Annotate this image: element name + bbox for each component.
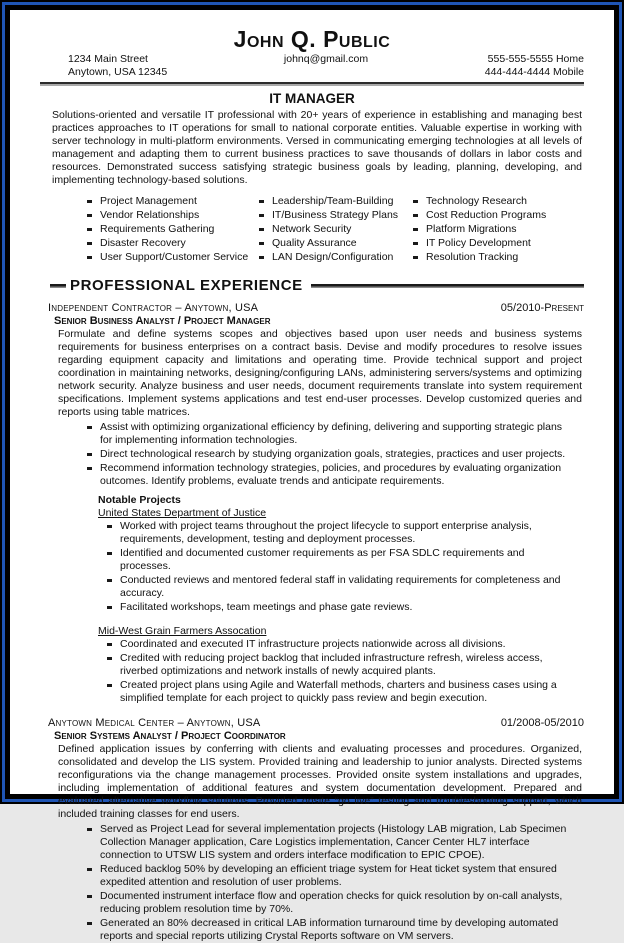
project-bullet-list — [106, 638, 570, 705]
job-bullet: Recommend information technology strategies, policies, and procedures by evaluating organization outcomes. Identify problems, evaluate trends and anticipate requirements. — [86, 462, 570, 488]
skill-item: Network Security — [258, 223, 412, 236]
address-line2: Anytown, USA 12345 — [68, 66, 168, 78]
job-company: Independent Contractor – Anytown, USA — [48, 302, 259, 314]
skills-column-2 — [258, 195, 412, 265]
skills-column-3 — [412, 195, 582, 265]
job-header-row — [48, 302, 584, 314]
experience-section-header — [50, 277, 584, 294]
contact-divider — [40, 82, 584, 86]
project-name: United States Department of Justice — [98, 507, 267, 519]
phone-mobile: 444-444-4444 Mobile — [484, 66, 584, 78]
skill-item: Platform Migrations — [412, 223, 582, 236]
contact-email: johnq@gmail.com — [283, 53, 369, 65]
skills-grid — [86, 195, 584, 265]
skill-item: Cost Reduction Programs — [412, 209, 582, 222]
job-bullet: Documented instrument interface flow and operation checks for quick resolution by on-call analysts, reducing problem resolution time by 70%. — [86, 890, 570, 916]
skill-item: IT Policy Development — [412, 237, 582, 250]
skills-column-1 — [86, 195, 258, 265]
summary-paragraph: Solutions-oriented and versatile IT professional with 20+ years of experience in establishing and managing best practices approaches to IT operations for small to national corporate entities. Valuable expertise in working with server technology in multi-platform environments. Versed in communicating emerging technologies at all levels of management and adapting them to current business practices to save thousands of dollars in labor costs and resources. Demonstrated success satisfying strategic business goals by leading, planning, developing, and implementing technology-based solutions. — [52, 109, 582, 186]
job-title: Senior Business Analyst / Project Manager — [54, 315, 271, 327]
job-company: Anytown Medical Center – Anytown, USA — [48, 717, 261, 729]
project-name: Mid-West Grain Farmers Assocation — [98, 625, 267, 637]
skill-item: Disaster Recovery — [86, 237, 258, 250]
project-bullet: Conducted reviews and mentored federal staff in validating requirements for completeness and accuracy. — [106, 574, 570, 600]
job-entry — [40, 302, 584, 705]
job-entry — [40, 717, 584, 943]
contact-phones — [414, 53, 584, 79]
skill-item: Quality Assurance — [258, 237, 412, 250]
project-bullet: Facilitated workshops, team meetings and phase gate reviews. — [106, 601, 570, 614]
role-title: IT MANAGER — [269, 91, 355, 106]
contact-address — [68, 53, 238, 79]
skill-item: Vendor Relationships — [86, 209, 258, 222]
skill-item: User Support/Customer Service — [86, 251, 258, 264]
contact-row — [40, 53, 584, 79]
project-bullet: Identified and documented customer requirements as per FSA SDLC requirements and processes. — [106, 547, 570, 573]
project-bullet: Coordinated and executed IT infrastructure projects nationwide across all divisions. — [106, 638, 570, 651]
resume-content — [10, 10, 614, 943]
project-bullet: Created project plans using Agile and Waterfall methods, charters and business cases using a simplified template for each project to quickly pass review and begin execution. — [106, 679, 570, 705]
skill-item: Technology Research — [412, 195, 582, 208]
job-description: Defined application issues by conferring with clients and evaluating processes and procedures. Organized, consolidated and develop the LIS system. Provided training and leadership to junior analysts. Directed systems reconfigurations via the change management processes. Provided onsite system installations and upgrades, including implementation of additional features and system documentation development. Prepared and evaluated alternative workflow solutions. Provided onsite “go live” testing and troubleshooting support, which included training classes for end users. — [58, 743, 582, 820]
skill-item: Project Management — [86, 195, 258, 208]
phone-home: 555-555-5555 Home — [487, 53, 584, 65]
skill-item: LAN Design/Configuration — [258, 251, 412, 264]
job-bullet: Generated an 80% decreased in critical LAB information turnaround time by developing automated reports and special reports utilizing Crystal Reports software on VM servers. — [86, 917, 570, 943]
job-dates: 05/2010-Present — [500, 302, 584, 314]
address-line1: 1234 Main Street — [68, 53, 148, 65]
candidate-name: John Q. Public — [233, 26, 391, 52]
skill-item: Leadership/Team-Building — [258, 195, 412, 208]
job-description: Formulate and define systems scopes and objectives based upon user needs and business systems requirements for business enterprises on a contract basis. Devise and modify procedures to resolve issues regarding equipment capacity and limitations and operating time. Provide technical support and project coordination in maintaining networks, designing/configuring LANs, administering servers/systems and optimizing network security. Analyze business and user needs, document requirements translate into system requirement specifications. Implement systems applications and test end-user processes. Develop customized queries and reports using table matrices. — [58, 328, 582, 418]
skill-item: Requirements Gathering — [86, 223, 258, 236]
job-dates: 01/2008-05/2010 — [500, 717, 584, 729]
project-bullet: Worked with project teams throughout the project lifecycle to support enterprise analysis, requirements, development, testing and deployment processes. — [106, 520, 570, 546]
project-bullet: Credited with reducing project backlog that included infrastructure refresh, wireless access, riverbed optimizations and network installs of newly acquired plants. — [106, 652, 570, 678]
job-header-row — [48, 717, 584, 729]
job-bullet: Served as Project Lead for several implementation projects (Histology LAB migration, Lab Specimen Collection Manager application, Care Logistics implementation, Cancer Center HL7 interface connection to UTSW LIS system and orders interface modification to EPIC CPOE). — [86, 823, 570, 862]
notable-projects-label: Notable Projects — [98, 494, 181, 506]
project-bullet-list — [106, 520, 570, 614]
job-bullet: Reduced backlog 50% by developing an efficient triage system for Heat ticket system that ensured expedited attention and resolution of user problems. — [86, 863, 570, 889]
page-border-blue — [2, 2, 622, 942]
job-bullet-list — [86, 823, 570, 943]
job-bullet: Assist with optimizing organizational efficiency by defining, delivering and supporting strategic plans for implementing information technologies. — [86, 421, 570, 447]
job-bullet-list — [86, 421, 570, 488]
section-rule-right — [311, 284, 584, 288]
section-title: PROFESSIONAL EXPERIENCE — [70, 277, 303, 294]
job-title: Senior Systems Analyst / Project Coordinator — [54, 730, 286, 742]
job-bullet: Direct technological research by studying organization goals, strategies, practices and user projects. — [86, 448, 570, 461]
section-rule-left — [50, 284, 66, 288]
skill-item: IT/Business Strategy Plans — [258, 209, 412, 222]
resume-page — [5, 5, 619, 942]
skill-item: Resolution Tracking — [412, 251, 582, 264]
